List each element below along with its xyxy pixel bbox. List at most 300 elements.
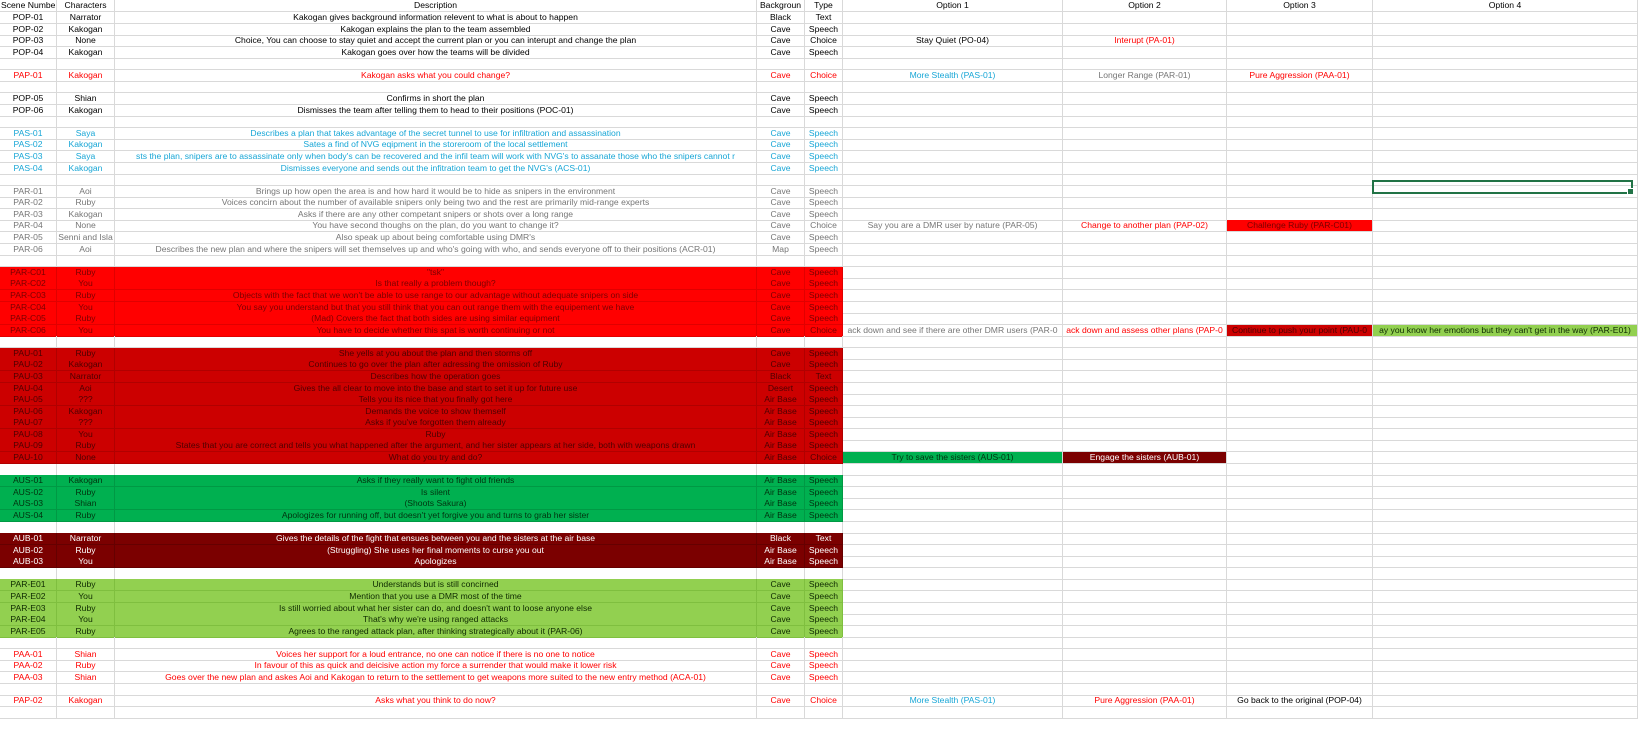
option-1-cell[interactable] (843, 186, 1063, 198)
empty-cell[interactable] (1227, 637, 1373, 649)
characters-cell[interactable]: Ruby (57, 348, 115, 360)
empty-cell[interactable] (1063, 174, 1227, 186)
option-3-cell[interactable] (1227, 603, 1373, 615)
option-3-cell[interactable] (1227, 498, 1373, 510)
option-1-cell[interactable] (843, 348, 1063, 360)
scene-number-cell[interactable]: PAU-02 (0, 359, 57, 371)
option-2-cell[interactable] (1063, 186, 1227, 198)
characters-cell[interactable]: Ruby (57, 626, 115, 638)
empty-cell[interactable] (1227, 336, 1373, 348)
description-cell[interactable]: Describes a plan that takes advantage of the secret tunnel to use for infiltration and assassination (115, 128, 757, 140)
option-2-cell[interactable]: Change to another plan (PAP-02) (1063, 220, 1227, 232)
type-cell[interactable]: Speech (805, 394, 843, 406)
scene-number-cell[interactable]: PAR-C03 (0, 290, 57, 302)
option-2-cell[interactable] (1063, 93, 1227, 105)
characters-cell[interactable]: Ruby (57, 440, 115, 452)
option-1-cell[interactable] (843, 313, 1063, 325)
scene-number-cell[interactable]: PAR-03 (0, 209, 57, 221)
option-4-cell[interactable] (1373, 244, 1638, 256)
background-cell[interactable]: Air Base (757, 556, 805, 568)
option-3-cell[interactable] (1227, 313, 1373, 325)
empty-cell[interactable] (757, 464, 805, 476)
type-cell[interactable]: Text (805, 12, 843, 24)
empty-cell[interactable] (1373, 58, 1638, 70)
option-3-cell[interactable] (1227, 440, 1373, 452)
option-3-cell[interactable] (1227, 105, 1373, 117)
option-2-cell[interactable] (1063, 429, 1227, 441)
option-4-cell[interactable] (1373, 163, 1638, 175)
scene-number-cell[interactable]: PAR-C04 (0, 302, 57, 314)
type-cell[interactable]: Speech (805, 359, 843, 371)
option-4-cell[interactable] (1373, 383, 1638, 395)
option-3-cell[interactable] (1227, 417, 1373, 429)
type-cell[interactable]: Speech (805, 47, 843, 59)
option-2-cell[interactable] (1063, 417, 1227, 429)
empty-cell[interactable] (757, 58, 805, 70)
empty-cell[interactable] (757, 522, 805, 534)
description-cell[interactable]: Also speak up about being comfortable using DMR's (115, 232, 757, 244)
empty-cell[interactable] (1063, 81, 1227, 93)
option-1-cell[interactable] (843, 406, 1063, 418)
option-2-cell[interactable] (1063, 128, 1227, 140)
scene-number-cell[interactable]: POP-04 (0, 47, 57, 59)
background-cell[interactable]: Cave (757, 128, 805, 140)
description-cell[interactable]: Kakogan explains the plan to the team assembled (115, 24, 757, 36)
background-cell[interactable]: Cave (757, 591, 805, 603)
description-cell[interactable]: In favour of this as quick and deicisive action my force a surrender that would make it lower risk (115, 660, 757, 672)
option-3-cell[interactable] (1227, 197, 1373, 209)
option-4-cell[interactable] (1373, 313, 1638, 325)
column-header-background[interactable]: Backgroun (757, 0, 805, 12)
scene-number-cell[interactable]: PAR-C06 (0, 325, 57, 337)
type-cell[interactable]: Speech (805, 139, 843, 151)
empty-cell[interactable] (1063, 464, 1227, 476)
option-1-cell[interactable] (843, 12, 1063, 24)
empty-cell[interactable] (1373, 707, 1638, 719)
characters-cell[interactable]: You (57, 556, 115, 568)
type-cell[interactable]: Choice (805, 452, 843, 464)
description-cell[interactable]: sts the plan, snipers are to assassinate only when body's can be recovered and the infil team will work with NVG's to assanate those who the snipers cannot r (115, 151, 757, 163)
option-3-cell[interactable] (1227, 556, 1373, 568)
empty-cell[interactable] (0, 116, 57, 128)
background-cell[interactable]: Cave (757, 105, 805, 117)
scene-number-cell[interactable]: PAR-01 (0, 186, 57, 198)
empty-cell[interactable] (843, 336, 1063, 348)
empty-cell[interactable] (115, 464, 757, 476)
empty-cell[interactable] (1227, 81, 1373, 93)
option-3-cell[interactable] (1227, 47, 1373, 59)
option-1-cell[interactable] (843, 429, 1063, 441)
option-4-cell[interactable] (1373, 603, 1638, 615)
type-cell[interactable]: Choice (805, 220, 843, 232)
option-4-cell[interactable] (1373, 591, 1638, 603)
empty-cell[interactable] (1063, 684, 1227, 696)
type-cell[interactable]: Speech (805, 417, 843, 429)
option-3-cell[interactable] (1227, 359, 1373, 371)
option-1-cell[interactable] (843, 498, 1063, 510)
empty-cell[interactable] (0, 464, 57, 476)
empty-cell[interactable] (57, 684, 115, 696)
description-cell[interactable]: Is that really a problem though? (115, 278, 757, 290)
characters-cell[interactable]: None (57, 220, 115, 232)
option-1-cell[interactable]: More Stealth (PAS-01) (843, 695, 1063, 707)
empty-cell[interactable] (1063, 116, 1227, 128)
background-cell[interactable]: Cave (757, 35, 805, 47)
description-cell[interactable]: Demands the voice to show themself (115, 406, 757, 418)
option-2-cell[interactable] (1063, 556, 1227, 568)
option-2-cell[interactable]: Engage the sisters (AUB-01) (1063, 452, 1227, 464)
scene-number-cell[interactable]: PAR-C02 (0, 278, 57, 290)
background-cell[interactable]: Cave (757, 359, 805, 371)
background-cell[interactable]: Cave (757, 325, 805, 337)
background-cell[interactable]: Cave (757, 24, 805, 36)
option-3-cell[interactable] (1227, 151, 1373, 163)
characters-cell[interactable]: Aoi (57, 186, 115, 198)
type-cell[interactable]: Speech (805, 151, 843, 163)
characters-cell[interactable]: Shian (57, 498, 115, 510)
characters-cell[interactable]: ??? (57, 394, 115, 406)
characters-cell[interactable]: Kakogan (57, 47, 115, 59)
characters-cell[interactable]: Ruby (57, 660, 115, 672)
scene-number-cell[interactable]: PAR-E01 (0, 579, 57, 591)
empty-cell[interactable] (843, 174, 1063, 186)
empty-cell[interactable] (843, 522, 1063, 534)
empty-cell[interactable] (757, 684, 805, 696)
description-cell[interactable]: Understands but is still concirned (115, 579, 757, 591)
option-1-cell[interactable] (843, 475, 1063, 487)
option-2-cell[interactable] (1063, 371, 1227, 383)
type-cell[interactable]: Speech (805, 556, 843, 568)
scene-number-cell[interactable]: PAU-06 (0, 406, 57, 418)
empty-cell[interactable] (757, 174, 805, 186)
empty-cell[interactable] (0, 336, 57, 348)
characters-cell[interactable]: Ruby (57, 545, 115, 557)
empty-cell[interactable] (805, 336, 843, 348)
scene-number-cell[interactable]: PAU-08 (0, 429, 57, 441)
scene-number-cell[interactable]: PAU-03 (0, 371, 57, 383)
characters-cell[interactable]: You (57, 591, 115, 603)
background-cell[interactable]: Black (757, 533, 805, 545)
empty-cell[interactable] (1373, 522, 1638, 534)
type-cell[interactable]: Speech (805, 163, 843, 175)
option-2-cell[interactable]: Pure Aggression (PAA-01) (1063, 695, 1227, 707)
option-3-cell[interactable] (1227, 383, 1373, 395)
background-cell[interactable]: Cave (757, 197, 805, 209)
type-cell[interactable]: Speech (805, 290, 843, 302)
description-cell[interactable]: Dismisses everyone and sends out the infitration team to get the NVG's (ACS-01) (115, 163, 757, 175)
empty-cell[interactable] (843, 255, 1063, 267)
background-cell[interactable]: Air Base (757, 406, 805, 418)
option-2-cell[interactable] (1063, 348, 1227, 360)
type-cell[interactable]: Choice (805, 35, 843, 47)
option-2-cell[interactable]: Interupt (PA-01) (1063, 35, 1227, 47)
background-cell[interactable]: Cave (757, 302, 805, 314)
option-4-cell[interactable] (1373, 24, 1638, 36)
scene-number-cell[interactable]: PAR-02 (0, 197, 57, 209)
empty-cell[interactable] (805, 707, 843, 719)
empty-cell[interactable] (843, 568, 1063, 580)
type-cell[interactable]: Speech (805, 278, 843, 290)
empty-cell[interactable] (1373, 464, 1638, 476)
background-cell[interactable]: Cave (757, 93, 805, 105)
option-3-cell[interactable] (1227, 452, 1373, 464)
empty-cell[interactable] (1227, 464, 1373, 476)
scene-number-cell[interactable]: PAU-09 (0, 440, 57, 452)
empty-cell[interactable] (1063, 707, 1227, 719)
characters-cell[interactable]: Kakogan (57, 695, 115, 707)
background-cell[interactable]: Cave (757, 660, 805, 672)
background-cell[interactable]: Air Base (757, 394, 805, 406)
option-1-cell[interactable] (843, 533, 1063, 545)
description-cell[interactable]: She yells at you about the plan and then storms off (115, 348, 757, 360)
option-2-cell[interactable] (1063, 359, 1227, 371)
empty-cell[interactable] (805, 58, 843, 70)
option-3-cell[interactable] (1227, 545, 1373, 557)
empty-cell[interactable] (57, 81, 115, 93)
description-cell[interactable]: States that you are correct and tells you what happened after the argument, and her sister appears at her side, both with weapons drawn (115, 440, 757, 452)
empty-cell[interactable] (1227, 116, 1373, 128)
empty-cell[interactable] (1227, 174, 1373, 186)
empty-cell[interactable] (57, 522, 115, 534)
scene-number-cell[interactable]: PAR-C01 (0, 267, 57, 279)
option-2-cell[interactable] (1063, 313, 1227, 325)
characters-cell[interactable]: You (57, 278, 115, 290)
option-4-cell[interactable] (1373, 197, 1638, 209)
option-1-cell[interactable] (843, 197, 1063, 209)
option-1-cell[interactable]: Stay Quiet (PO-04) (843, 35, 1063, 47)
option-2-cell[interactable] (1063, 163, 1227, 175)
option-2-cell[interactable] (1063, 591, 1227, 603)
empty-cell[interactable] (1227, 522, 1373, 534)
empty-cell[interactable] (1227, 684, 1373, 696)
description-cell[interactable]: Objects with the fact that we won't be able to use range to our advantage without adequate snipers on side (115, 290, 757, 302)
empty-cell[interactable] (805, 81, 843, 93)
option-4-cell[interactable] (1373, 12, 1638, 24)
characters-cell[interactable]: Kakogan (57, 105, 115, 117)
characters-cell[interactable]: Ruby (57, 197, 115, 209)
scene-number-cell[interactable]: PAU-04 (0, 383, 57, 395)
option-3-cell[interactable] (1227, 475, 1373, 487)
scene-number-cell[interactable]: PAR-04 (0, 220, 57, 232)
option-4-cell[interactable] (1373, 278, 1638, 290)
empty-cell[interactable] (0, 522, 57, 534)
empty-cell[interactable] (1373, 336, 1638, 348)
empty-cell[interactable] (57, 255, 115, 267)
background-cell[interactable]: Cave (757, 649, 805, 661)
option-3-cell[interactable] (1227, 533, 1373, 545)
option-4-cell[interactable] (1373, 545, 1638, 557)
type-cell[interactable]: Speech (805, 440, 843, 452)
scene-number-cell[interactable]: PAU-10 (0, 452, 57, 464)
option-2-cell[interactable] (1063, 47, 1227, 59)
option-4-cell[interactable] (1373, 614, 1638, 626)
option-2-cell[interactable] (1063, 12, 1227, 24)
option-3-cell[interactable] (1227, 649, 1373, 661)
empty-cell[interactable] (115, 116, 757, 128)
option-4-cell[interactable] (1373, 371, 1638, 383)
background-cell[interactable]: Black (757, 371, 805, 383)
background-cell[interactable]: Cave (757, 151, 805, 163)
description-cell[interactable]: Gives the all clear to move into the base and start to set it up for future use (115, 383, 757, 395)
characters-cell[interactable]: You (57, 325, 115, 337)
option-2-cell[interactable] (1063, 626, 1227, 638)
empty-cell[interactable] (757, 116, 805, 128)
background-cell[interactable]: Cave (757, 579, 805, 591)
option-4-cell[interactable]: ay you know her emotions but they can't get in the way (PAR-E01) (1373, 325, 1638, 337)
option-4-cell[interactable] (1373, 417, 1638, 429)
empty-cell[interactable] (115, 81, 757, 93)
characters-cell[interactable]: Kakogan (57, 139, 115, 151)
type-cell[interactable]: Speech (805, 186, 843, 198)
characters-cell[interactable]: None (57, 452, 115, 464)
option-3-cell[interactable] (1227, 348, 1373, 360)
option-1-cell[interactable] (843, 672, 1063, 684)
option-2-cell[interactable] (1063, 660, 1227, 672)
option-4-cell[interactable] (1373, 302, 1638, 314)
empty-cell[interactable] (1063, 58, 1227, 70)
empty-cell[interactable] (1063, 255, 1227, 267)
type-cell[interactable]: Speech (805, 232, 843, 244)
background-cell[interactable]: Air Base (757, 487, 805, 499)
option-3-cell[interactable] (1227, 591, 1373, 603)
description-cell[interactable]: Kakogan goes over how the teams will be divided (115, 47, 757, 59)
option-1-cell[interactable] (843, 139, 1063, 151)
empty-cell[interactable] (1373, 116, 1638, 128)
option-3-cell[interactable] (1227, 290, 1373, 302)
option-3-cell[interactable] (1227, 24, 1373, 36)
description-cell[interactable]: Describes the new plan and where the snipers will set themselves up and who's going with who, and sends everyone off to their positions (ACR-01) (115, 244, 757, 256)
type-cell[interactable]: Speech (805, 197, 843, 209)
background-cell[interactable]: Black (757, 12, 805, 24)
background-cell[interactable]: Cave (757, 626, 805, 638)
description-cell[interactable]: Voices concirn about the number of available snipers only being two and the rest are primarily mid-range experts (115, 197, 757, 209)
column-header-option-4[interactable]: Option 4 (1373, 0, 1638, 12)
option-3-cell[interactable] (1227, 278, 1373, 290)
empty-cell[interactable] (805, 568, 843, 580)
background-cell[interactable]: Air Base (757, 498, 805, 510)
background-cell[interactable]: Cave (757, 614, 805, 626)
option-3-cell[interactable] (1227, 267, 1373, 279)
scene-number-cell[interactable]: PAR-C05 (0, 313, 57, 325)
type-cell[interactable]: Speech (805, 302, 843, 314)
background-cell[interactable]: Cave (757, 70, 805, 82)
option-4-cell[interactable] (1373, 47, 1638, 59)
empty-cell[interactable] (115, 174, 757, 186)
type-cell[interactable]: Text (805, 533, 843, 545)
scene-number-cell[interactable]: PAS-04 (0, 163, 57, 175)
background-cell[interactable]: Air Base (757, 429, 805, 441)
selected-cell-cursor[interactable] (1372, 180, 1633, 194)
scene-number-cell[interactable]: POP-05 (0, 93, 57, 105)
characters-cell[interactable]: Aoi (57, 244, 115, 256)
scene-number-cell[interactable]: PAR-E04 (0, 614, 57, 626)
option-4-cell[interactable] (1373, 672, 1638, 684)
description-cell[interactable]: Asks if there are any other competant snipers or shots over a long range (115, 209, 757, 221)
empty-cell[interactable] (57, 637, 115, 649)
empty-cell[interactable] (843, 58, 1063, 70)
scene-number-cell[interactable]: AUS-01 (0, 475, 57, 487)
description-cell[interactable]: Confirms in short the plan (115, 93, 757, 105)
characters-cell[interactable]: Shian (57, 649, 115, 661)
empty-cell[interactable] (1227, 568, 1373, 580)
option-1-cell[interactable] (843, 24, 1063, 36)
description-cell[interactable]: Brings up how open the area is and how hard it would be to hide as snipers in the environment (115, 186, 757, 198)
empty-cell[interactable] (0, 684, 57, 696)
option-1-cell[interactable] (843, 232, 1063, 244)
type-cell[interactable]: Speech (805, 498, 843, 510)
characters-cell[interactable]: Narrator (57, 371, 115, 383)
option-4-cell[interactable] (1373, 406, 1638, 418)
description-cell[interactable]: Sates a find of NVG eqipment in the storeroom of the local settlement (115, 139, 757, 151)
empty-cell[interactable] (757, 707, 805, 719)
background-cell[interactable]: Air Base (757, 545, 805, 557)
column-header-description[interactable]: Description (115, 0, 757, 12)
option-3-cell[interactable] (1227, 128, 1373, 140)
option-3-cell[interactable] (1227, 163, 1373, 175)
option-2-cell[interactable] (1063, 151, 1227, 163)
empty-cell[interactable] (805, 637, 843, 649)
empty-cell[interactable] (57, 707, 115, 719)
option-4-cell[interactable] (1373, 440, 1638, 452)
type-cell[interactable]: Speech (805, 244, 843, 256)
type-cell[interactable]: Speech (805, 510, 843, 522)
description-cell[interactable]: Goes over the new plan and askes Aoi and Kakogan to return to the settlement to get weapons more suited to the new entry method (ACA-01) (115, 672, 757, 684)
empty-cell[interactable] (757, 81, 805, 93)
scene-number-cell[interactable]: PAR-E02 (0, 591, 57, 603)
option-3-cell[interactable] (1227, 510, 1373, 522)
type-cell[interactable]: Speech (805, 487, 843, 499)
background-cell[interactable]: Cave (757, 220, 805, 232)
option-1-cell[interactable] (843, 614, 1063, 626)
column-header-option-1[interactable]: Option 1 (843, 0, 1063, 12)
type-cell[interactable]: Speech (805, 429, 843, 441)
option-1-cell[interactable] (843, 660, 1063, 672)
background-cell[interactable]: Cave (757, 603, 805, 615)
characters-cell[interactable]: Shian (57, 93, 115, 105)
description-cell[interactable]: Asks what you think to do now? (115, 695, 757, 707)
background-cell[interactable]: Cave (757, 278, 805, 290)
characters-cell[interactable]: Kakogan (57, 163, 115, 175)
empty-cell[interactable] (843, 81, 1063, 93)
scene-number-cell[interactable]: AUS-04 (0, 510, 57, 522)
characters-cell[interactable]: You (57, 429, 115, 441)
option-4-cell[interactable] (1373, 220, 1638, 232)
type-cell[interactable]: Choice (805, 325, 843, 337)
empty-cell[interactable] (1373, 637, 1638, 649)
scene-number-cell[interactable]: PAP-02 (0, 695, 57, 707)
option-4-cell[interactable] (1373, 695, 1638, 707)
option-1-cell[interactable] (843, 383, 1063, 395)
scene-number-cell[interactable]: PAU-01 (0, 348, 57, 360)
empty-cell[interactable] (1373, 255, 1638, 267)
description-cell[interactable]: Is still worried about what her sister can do, and doesn't want to loose anyone else (115, 603, 757, 615)
option-1-cell[interactable] (843, 591, 1063, 603)
option-1-cell[interactable] (843, 244, 1063, 256)
description-cell[interactable]: You have second thoughs on the plan, do you want to change it? (115, 220, 757, 232)
description-cell[interactable]: (Mad) Covers the fact that both sides are using similar equipment (115, 313, 757, 325)
empty-cell[interactable] (1227, 58, 1373, 70)
option-2-cell[interactable] (1063, 290, 1227, 302)
option-3-cell[interactable] (1227, 232, 1373, 244)
option-3-cell[interactable] (1227, 371, 1373, 383)
empty-cell[interactable] (805, 255, 843, 267)
scene-number-cell[interactable]: PAR-05 (0, 232, 57, 244)
option-2-cell[interactable] (1063, 232, 1227, 244)
option-2-cell[interactable] (1063, 244, 1227, 256)
type-cell[interactable]: Speech (805, 579, 843, 591)
background-cell[interactable]: Cave (757, 47, 805, 59)
type-cell[interactable]: Speech (805, 128, 843, 140)
